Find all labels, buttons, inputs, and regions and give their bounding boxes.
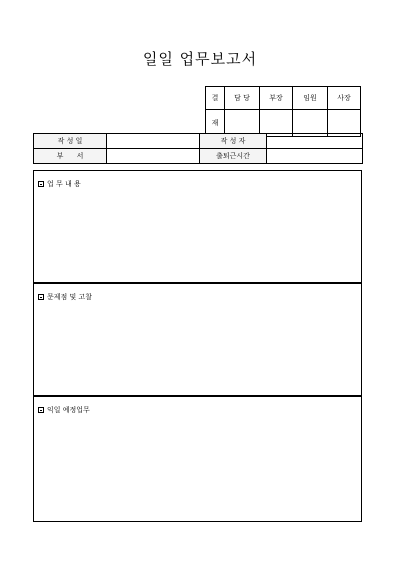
author-date-field[interactable] — [107, 134, 200, 149]
dept-label: 부 서 — [34, 149, 107, 164]
document-title: 일일 업무보고서 — [142, 50, 258, 68]
author-field[interactable] — [267, 134, 363, 149]
dept-field[interactable] — [107, 149, 200, 164]
approval-side-top: 결 — [206, 87, 225, 110]
section-next-day[interactable] — [33, 396, 362, 522]
minus-box-icon — [38, 181, 44, 187]
approval-col-dept-head: 부장 — [260, 87, 293, 110]
approval-col-president: 사장 — [328, 87, 361, 110]
minus-box-icon — [38, 294, 44, 300]
approval-side-bottom: 재 — [206, 110, 225, 137]
author-date-label: 작 성 일 — [34, 134, 107, 149]
approval-col-manager: 담 당 — [225, 87, 260, 110]
info-table — [33, 133, 363, 164]
section-work-content[interactable] — [33, 170, 362, 283]
section-label: 업 무 내 용 — [47, 180, 81, 188]
author-label: 작 성 자 — [200, 134, 267, 149]
approval-table — [205, 86, 361, 137]
section-label: 익일 예정업무 — [47, 406, 90, 414]
section-label: 문제점 및 고찰 — [47, 293, 93, 301]
section-header — [38, 405, 90, 415]
approval-col-executive: 임원 — [293, 87, 328, 110]
attendance-label: 출퇴근시간 — [200, 149, 267, 164]
section-header — [38, 179, 81, 189]
section-issues[interactable] — [33, 283, 362, 396]
minus-box-icon — [38, 407, 44, 413]
section-header — [38, 292, 92, 302]
attendance-field[interactable] — [267, 149, 363, 164]
